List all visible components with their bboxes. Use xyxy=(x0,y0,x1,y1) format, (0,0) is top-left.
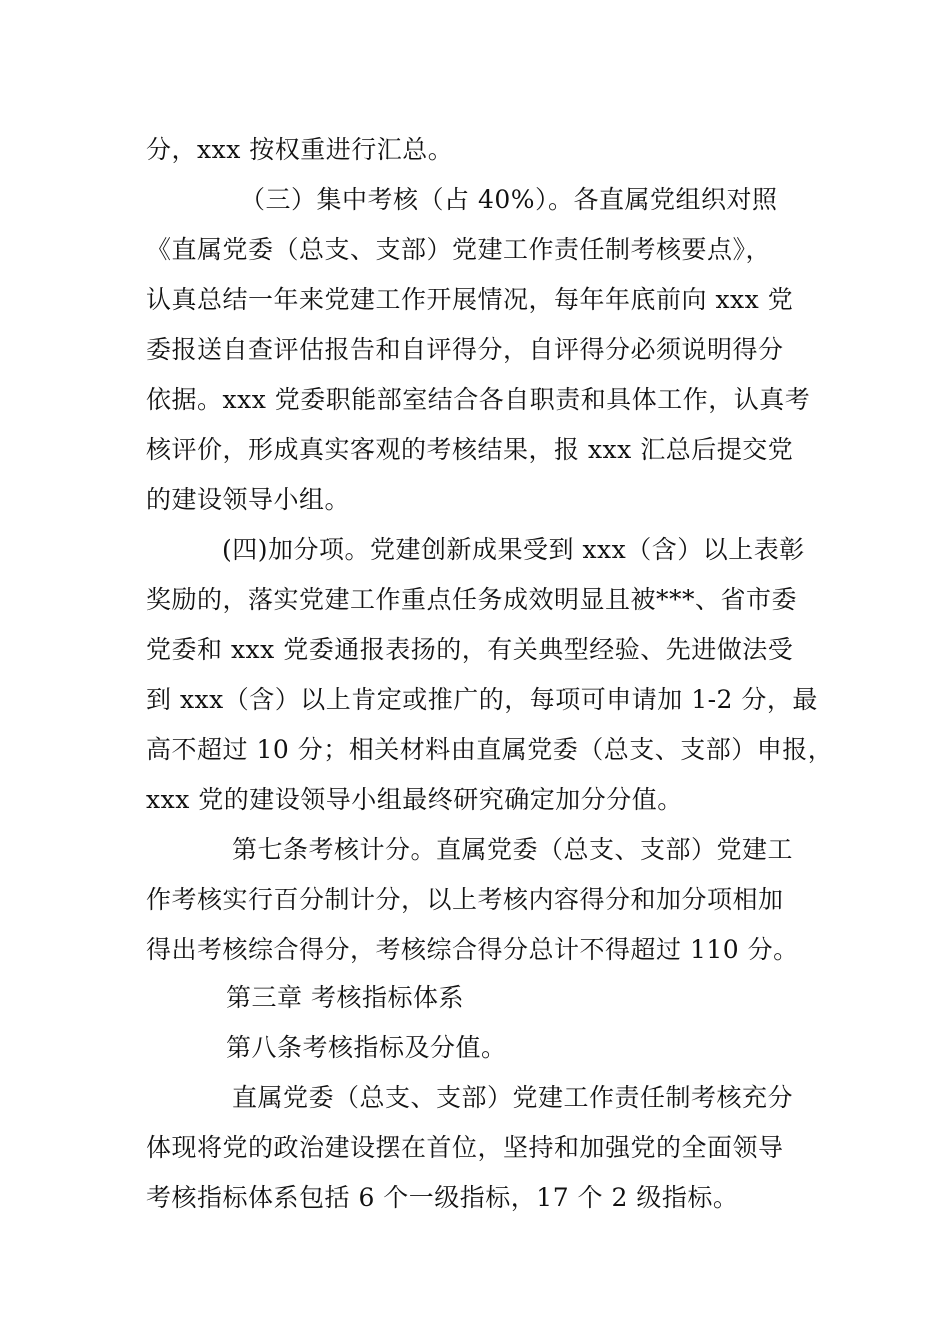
text-line: 体现将党的政治建设摆在首位，坚持和加强党的全面领导 xyxy=(146,1133,784,1162)
text-line: 依据。xxx 党委职能部室结合各自职责和具体工作，认真考 xyxy=(146,385,811,414)
text-line: 作考核实行百分制计分，以上考核内容得分和加分项相加 xyxy=(146,885,784,914)
text-line: 考核指标体系包括 6 个一级指标，17 个 2 级指标。 xyxy=(146,1183,739,1212)
article-heading: 第八条考核指标及分值。 xyxy=(226,1033,507,1062)
text-line: 核评价，形成真实客观的考核结果，报 xxx 汇总后提交党 xyxy=(146,435,794,464)
text-line: 得出考核综合得分，考核综合得分总计不得超过 110 分。 xyxy=(146,935,799,964)
article-heading: 第七条考核计分。直属党委（总支、支部）党建工 xyxy=(232,835,794,864)
text-line: 委报送自查评估报告和自评得分，自评得分必须说明得分 xyxy=(146,335,784,364)
section-heading: (四)加分项。党建创新成果受到 xxx（含）以上表彰 xyxy=(222,535,805,564)
text-line: 党委和 xxx 党委通报表扬的，有关典型经验、先进做法受 xyxy=(146,635,794,664)
text-line: 分，xxx 按权重进行汇总。 xyxy=(146,135,454,164)
text-line: 《直属党委（总支、支部）党建工作责任制考核要点》， xyxy=(146,235,772,264)
text-line: 的建设领导小组。 xyxy=(146,485,351,514)
chapter-heading: 第三章 考核指标体系 xyxy=(226,983,464,1012)
text-line: 认真总结一年来党建工作开展情况，每年年底前向 xxx 党 xyxy=(146,285,794,314)
text-line: 奖励的，落实党建工作重点任务成效明显且被***、省市委 xyxy=(146,585,798,614)
section-heading: （三）集中考核（占 40%）。各直属党组织对照 xyxy=(240,185,778,214)
text-line: xxx 党的建设领导小组最终研究确定加分分值。 xyxy=(146,785,683,814)
text-line: 高不超过 10 分；相关材料由直属党委（总支、支部）申报， xyxy=(146,735,834,764)
text-line: 直属党委（总支、支部）党建工作责任制考核充分 xyxy=(232,1083,794,1112)
text-line: 到 xxx（含）以上肯定或推广的，每项可申请加 1-2 分，最 xyxy=(146,685,818,714)
